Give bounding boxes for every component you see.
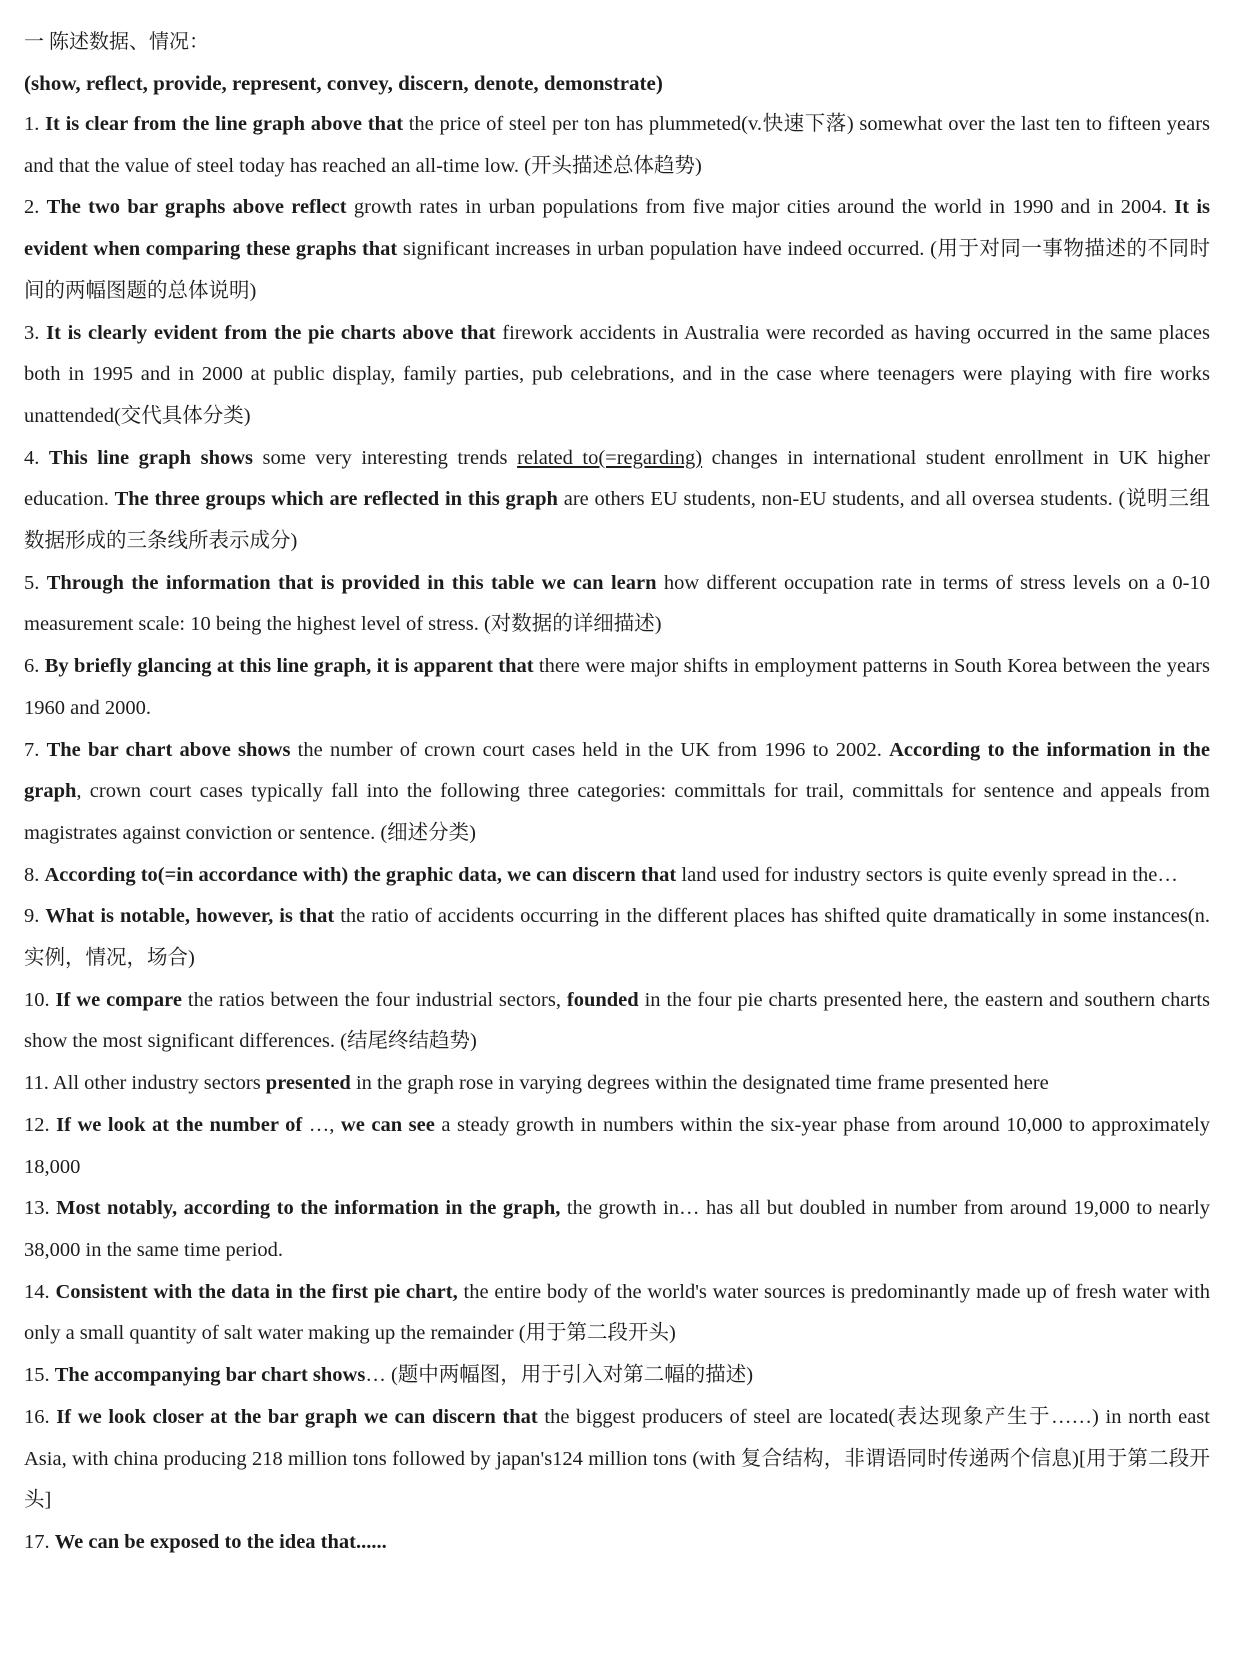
sentence-item-7 [24,730,1210,855]
sentence-text: the number of crown court cases held in the UK from 1996 to 2002. [290,738,890,761]
sentence-text: 4. [24,446,49,469]
sentence-item-6 [24,646,1210,729]
sentence-text: 8. [24,863,45,886]
sentence-item-12 [24,1105,1210,1188]
sentence-text: a steady growth in numbers within the six-year phase from around 10,000 to approximately 18,000 [24,1113,1210,1178]
sentence-item-4 [24,438,1210,563]
sentence-text: 6. [24,655,45,678]
sentence-text: 1. [24,113,46,135]
key-phrase: The three groups which are reflected in this graph [114,488,558,511]
sentence-text: 7. [24,738,47,761]
sentence-item-11 [24,1063,1210,1105]
sentence-text: in the four pie charts presented here, the eastern and southern charts show the most significant differences. (结尾终结趋势) [24,988,1210,1053]
key-phrase: What is notable, however, is that [45,905,335,928]
key-phrase: This line graph shows [48,446,254,469]
sentence-text: the growth in… has all but doubled in number from around 19,000 to nearly 38,000 in the same time period. [24,1197,1210,1261]
sentence-item-13 [24,1188,1210,1271]
sentence-item-10 [24,980,1210,1063]
sentence-text: the entire body of the world's water sources is predominantly made up of fresh water with only a small quantity of salt water making up the remainder (用于第二段开头) [24,1280,1210,1345]
sentence-text: land used for industry sectors is quite evenly spread in the… [676,863,1178,886]
key-phrase: It is clearly evident from the pie charts above that [46,321,496,344]
sentence-text: 2. [24,196,47,219]
key-phrase: If we look closer at the bar graph we can discern that [56,1405,538,1428]
sentence-text: growth rates in urban populations from five major cities around the world in 1990 and in 2004. [346,196,1175,219]
key-phrase: If we look at the number of [56,1113,303,1136]
sentence-text: significant increases in urban population have indeed occurred. (用于对同一事物描述的不同时间的两幅图题的总体说明) [24,238,1210,302]
sentence-item-15 [24,1355,1210,1397]
key-phrase: The bar chart above shows [46,738,291,761]
sentence-item-9 [24,896,1210,979]
key-phrase: Consistent with the data in the first pie chart, [55,1280,458,1303]
sentence-text: , crown court cases typically fall into the following three categories: committals for trail, committals for sentence and appeals from magistrates against conviction or sentence. (细述分类) [24,780,1210,844]
sentence-text: …, [302,1113,341,1136]
sentence-item-5 [24,563,1210,646]
sentence-item-2 [24,187,1210,312]
key-phrase: presented [265,1072,351,1095]
sentence-text: … (题中两幅图，用于引入对第二幅的描述) [365,1364,754,1387]
key-phrase: we can see [340,1113,435,1136]
key-phrase: According to the information in the graph [24,738,1210,803]
sentence-item-14 [24,1272,1210,1355]
sentence-list [24,104,1210,1564]
sentence-text: the biggest producers of steel are located(表达现象产生于……) in north east Asia, with china producing 218 million tons followed by japan's124 million tons (with 复合结构，非谓语同时传递两个信息)[用于第二段开头] [24,1405,1210,1512]
section-title: 一 陈述数据、情况： [24,31,209,53]
sentence-text: 3. [24,321,47,344]
keyword-list: (show, reflect, provide, represent, convey, discern, denote, demonstrate) [24,71,663,95]
sentence-text: how different occupation rate in terms of stress levels on a 0-10 measurement scale: 10 being the highest level of stress. (对数据的详细描述) [24,571,1210,636]
sentence-text: there were major shifts in employment patterns in South Korea between the years 1960 and 2000. [24,655,1210,719]
sentence-item-3 [24,313,1210,438]
key-phrase: founded [566,988,639,1011]
sentence-item-16 [24,1397,1210,1522]
sentence-item-1 [24,104,1210,187]
key-phrase: The two bar graphs above reflect [46,196,347,219]
key-phrase: By briefly glancing at this line graph, it is apparent that [44,655,534,678]
key-phrase: According to(=in accordance with) the graphic data, we can discern that [44,863,677,886]
key-phrase: We can be exposed to the idea that...... [54,1530,387,1553]
sentence-text: the price of steel per ton has plummeted(v.快速下落) somewhat over the last ten to fifteen years and that the value of steel today has reached an all-time low. (开头描述总体趋势) [24,113,1210,177]
sentence-text: in the graph rose in varying degrees within the designated time frame presented here [350,1072,1049,1095]
sentence-text: 9. [24,905,46,928]
key-phrase: The accompanying bar chart shows [54,1364,366,1387]
key-phrase: Through the information that is provided in this table we can learn [46,571,657,594]
underlined-phrase: related to(=regarding) [517,446,703,469]
sentence-text: the ratio of accidents occurring in the different places has shifted quite dramatically in some instances(n.实例，情况，场合) [24,905,1210,970]
sentence-text: 12. [24,1113,57,1136]
sentence-text: changes in international student enrollment in UK higher education. [24,446,1210,511]
sentence-text: 10. [24,988,56,1011]
sentence-text: are others EU students, non-EU students, and all oversea students. (说明三组数据形成的三条线所表示成分) [24,488,1210,553]
sentence-text: 15. [24,1364,55,1387]
sentence-text: the ratios between the four industrial sectors, [182,988,567,1011]
key-phrase: Most notably, according to the information in the graph, [56,1197,561,1220]
sentence-text: some very interesting trends [253,446,518,469]
key-phrase: It is evident when comparing these graphs that [24,196,1210,261]
sentence-text: 11. All other industry sectors [24,1072,266,1095]
sentence-item-17 [24,1522,1210,1564]
key-phrase: It is clear from the line graph above that [45,113,404,135]
sentence-text: 17. [24,1530,55,1553]
key-phrase: If we compare [55,988,182,1011]
sentence-text: firework accidents in Australia were recorded as having occurred in the same places both in 1995 and in 2000 at public display, family parties, pub celebrations, and in the case where teenagers were playing with fire works unattended(交代具体分类) [24,321,1210,427]
sentence-item-8 [24,855,1210,897]
sentence-text: 16. [24,1405,57,1428]
sentence-text: 14. [24,1280,56,1303]
sentence-text: 13. [24,1197,57,1220]
sentence-text: 5. [24,571,47,594]
